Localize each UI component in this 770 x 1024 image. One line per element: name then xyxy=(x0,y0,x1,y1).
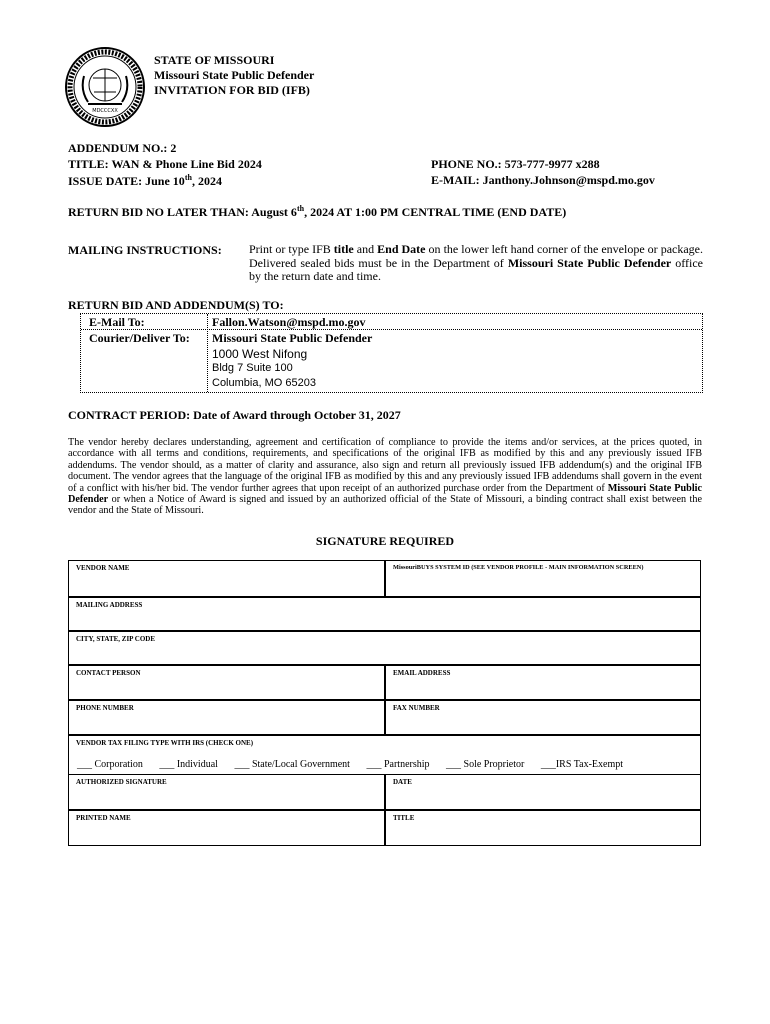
return-address-box xyxy=(80,313,703,393)
phone-number-field[interactable]: PHONE NUMBER xyxy=(68,700,385,735)
printed-name-field[interactable]: PRINTED NAME xyxy=(68,810,385,846)
city-state-zip-field[interactable]: CITY, STATE, ZIP CODE xyxy=(68,631,701,665)
svg-text:MDCCCXX: MDCCCXX xyxy=(92,108,118,114)
mailing-instructions: Print or type IFB title and End Date on the lower left hand corner of the envelope or package. Delivered sealed bids must be in the Department of Missouri State Public Defender office by the return date and time. xyxy=(249,242,704,283)
signature-required-title: SIGNATURE REQUIRED xyxy=(315,534,455,548)
contact-person-field[interactable]: CONTACT PERSON xyxy=(68,665,385,700)
courier-label: Courier/Deliver To: xyxy=(89,331,190,345)
return-deadline: RETURN BID NO LATER THAN: August 6th, 2024 AT 1:00 PM CENTRAL TIME (END DATE) xyxy=(68,204,567,219)
address-line-2: Bldg 7 Suite 100 xyxy=(212,362,293,374)
header-doc-type: INVITATION FOR BID (IFB) xyxy=(154,83,310,97)
email-to-label: E-Mail To: xyxy=(89,315,145,329)
missouribuys-id-field[interactable]: MissouriBUYS SYSTEM ID (SEE VENDOR PROFILE - MAIN INFORMATION SCREEN) xyxy=(385,560,701,597)
contract-period: CONTRACT PERIOD: Date of Award through October 31, 2027 xyxy=(68,408,401,422)
contact-email: E-MAIL: Janthony.Johnson@mspd.mo.gov xyxy=(431,173,655,187)
tax-filing-options xyxy=(77,759,637,770)
vendor-name-field[interactable]: VENDOR NAME xyxy=(68,560,385,597)
missouri-state-seal xyxy=(64,46,146,128)
tax-option-irs-exempt[interactable]: ___IRS Tax-Exempt xyxy=(540,759,624,770)
title-field[interactable]: TITLE xyxy=(385,810,701,846)
header-agency: Missouri State Public Defender xyxy=(154,68,315,82)
addendum-number: ADDENDUM NO.: 2 xyxy=(68,141,177,155)
email-address-field[interactable]: EMAIL ADDRESS xyxy=(385,665,701,700)
authorized-signature-field[interactable]: AUTHORIZED SIGNATURE xyxy=(68,774,385,810)
courier-name: Missouri State Public Defender xyxy=(212,331,373,345)
addendum-title: TITLE: WAN & Phone Line Bid 2024 xyxy=(68,157,262,171)
mailing-address-field[interactable]: MAILING ADDRESS xyxy=(68,597,701,631)
tax-option-partnership[interactable]: ___ Partnership xyxy=(366,759,430,770)
address-line-1: 1000 West Nifong xyxy=(212,347,308,361)
address-line-3: Columbia, MO 65203 xyxy=(212,377,316,389)
date-field[interactable]: DATE xyxy=(385,774,701,810)
fax-number-field[interactable]: FAX NUMBER xyxy=(385,700,701,735)
email-to-value: Fallon.Watson@mspd.mo.gov xyxy=(212,315,366,329)
return-to-heading: RETURN BID AND ADDENDUM(S) TO: xyxy=(68,298,284,312)
tax-option-sole-proprietor[interactable]: ___ Sole Proprietor xyxy=(446,759,525,770)
vendor-declaration: The vendor hereby declares understanding, agreement and certification of compliance to provide the items and/or services, at the prices quoted, in accordance with all terms and conditions, requirements, and specifications of the original IFB as modified by this and any previously issued IFB addendums. The vendor should, as a matter of clarity and assurance, also sign and return all previously issued IFB addendum(s) and the original IFB document. The vendor agrees that the language of the original IFB as modified by this and any previously issued IFB addendums shall govern in the event of a conflict with his/her bid. The vendor further agrees that upon receipt of an authorized purchase order from the Department of Missouri State Public Defender or when a Notice of Award is signed and issued by an authorized official of the State of Missouri, a binding contract shall exist between the vendor and the State of Missouri. xyxy=(68,437,702,517)
mailing-label: MAILING INSTRUCTIONS: xyxy=(68,243,222,257)
tax-filing-type-section: VENDOR TAX FILING TYPE WITH IRS (CHECK ONE) xyxy=(68,735,701,775)
tax-option-corporation[interactable]: ___ Corporation xyxy=(77,759,143,770)
tax-option-government[interactable]: ___ State/Local Government xyxy=(234,759,350,770)
tax-option-individual[interactable]: ___ Individual xyxy=(159,759,218,770)
phone-number: PHONE NO.: 573-777-9977 x288 xyxy=(431,157,600,171)
header-state: STATE OF MISSOURI xyxy=(154,53,275,67)
issue-date: ISSUE DATE: June 10th, 2024 xyxy=(68,173,222,188)
